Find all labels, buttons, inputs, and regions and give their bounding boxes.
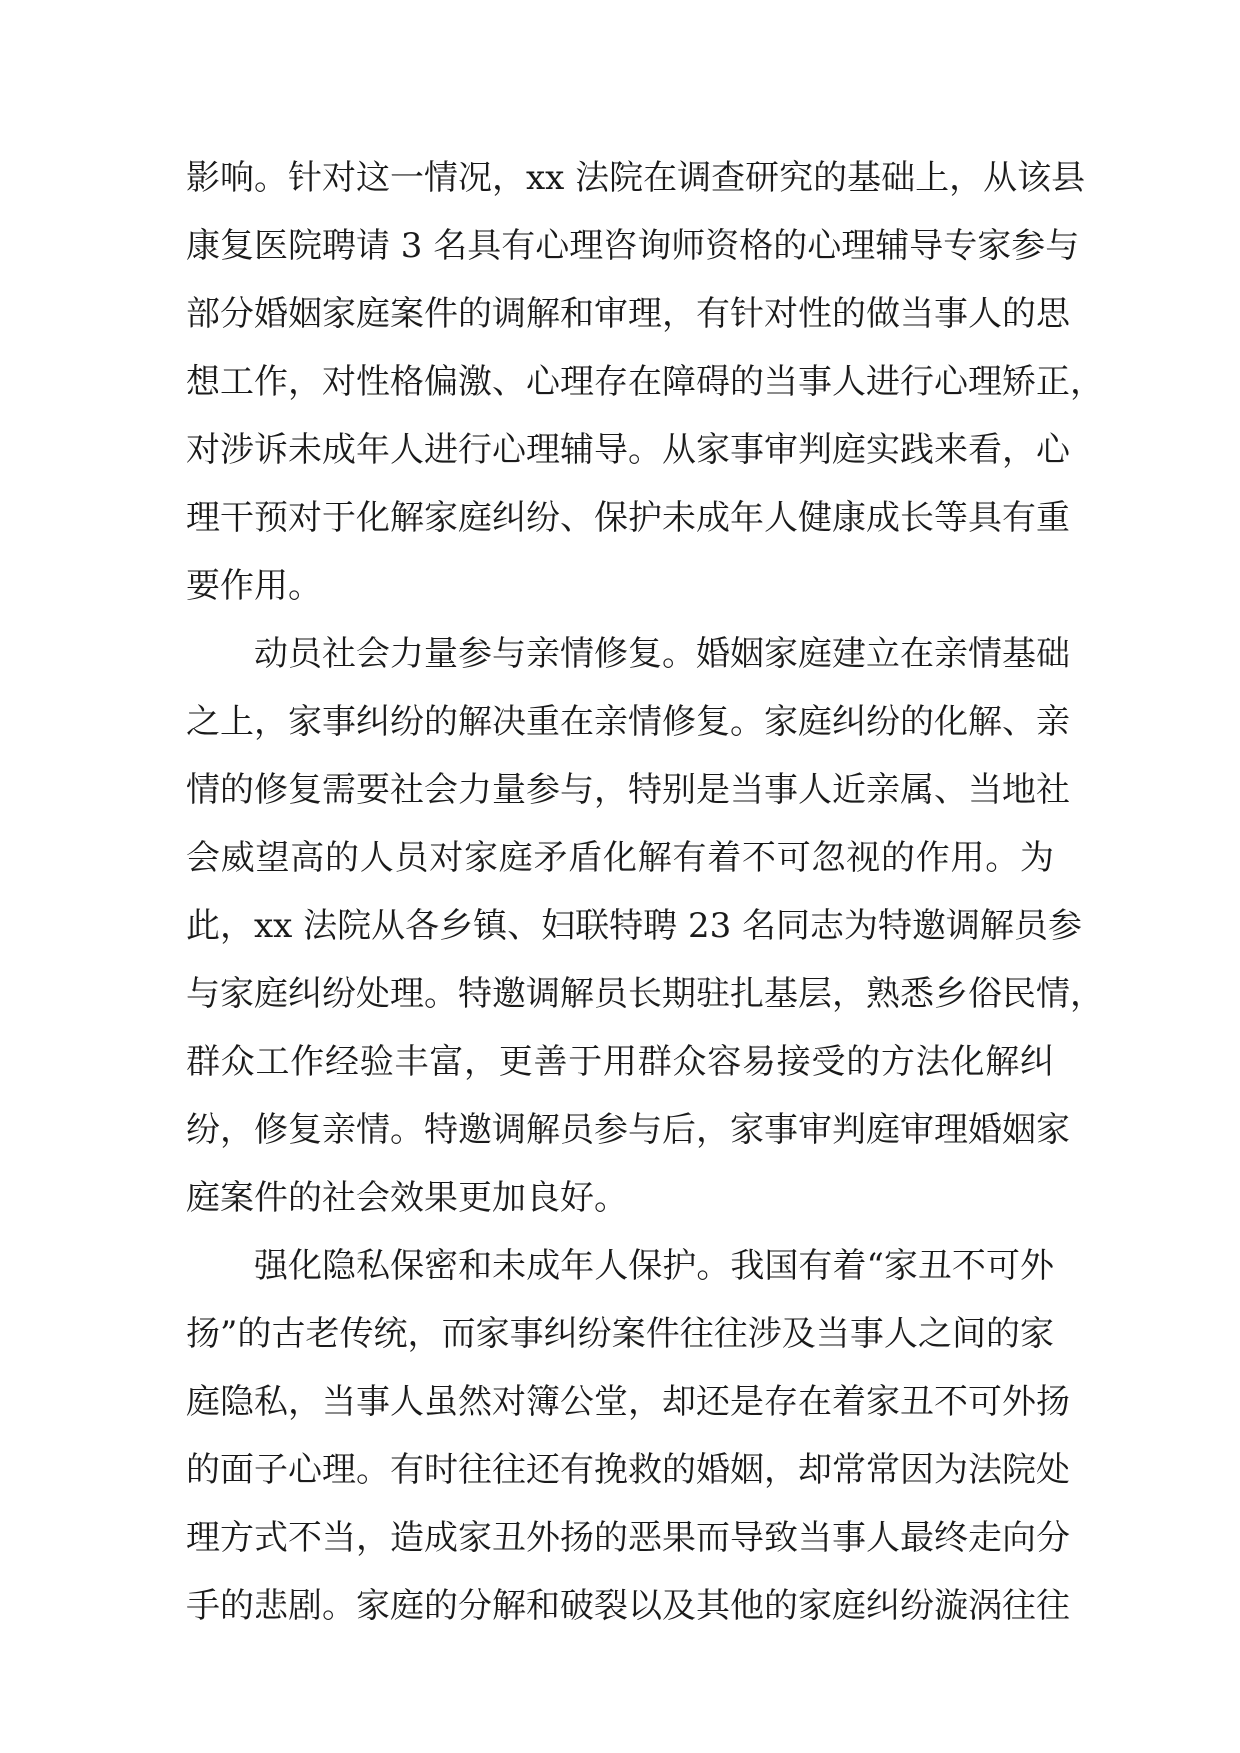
paragraph-3-line-4: 的面子心理。有时往往还有挽救的婚姻，却常常因为法院处 bbox=[186, 1450, 1070, 1490]
paragraph-2-line-1: 动员社会力量参与亲情修复。婚姻家庭建立在亲情基础 bbox=[254, 634, 1070, 674]
paragraph-1-line-1: 影响。针对这一情况，xx 法院在调查研究的基础上，从该县 bbox=[186, 158, 1086, 198]
body-text bbox=[186, 144, 1104, 1640]
paragraph-2-line-7: 群众工作经验丰富，更善于用群众容易接受的方法化解纠 bbox=[186, 1042, 1054, 1082]
paragraph-1-line-6: 理干预对于化解家庭纠纷、保护未成年人健康成长等具有重 bbox=[186, 498, 1070, 538]
paragraph-1-line-3: 部分婚姻家庭案件的调解和审理，有针对性的做当事人的思 bbox=[186, 294, 1070, 334]
paragraph-2-line-8: 纷，修复亲情。特邀调解员参与后，家事审判庭审理婚姻家 bbox=[186, 1110, 1070, 1150]
paragraph-1-line-5: 对涉诉未成年人进行心理辅导。从家事审判庭实践来看，心 bbox=[186, 430, 1070, 470]
paragraph-1-line-4: 想工作，对性格偏激、心理存在障碍的当事人进行心理矫正， bbox=[186, 362, 1104, 402]
paragraph-1-line-7: 要作用。 bbox=[186, 566, 322, 606]
paragraph-3-line-5: 理方式不当，造成家丑外扬的恶果而导致当事人最终走向分 bbox=[186, 1518, 1070, 1558]
paragraph-3-line-1: 强化隐私保密和未成年人保护。我国有着“家丑不可外 bbox=[254, 1246, 1054, 1286]
paragraph-2-line-6: 与家庭纠纷处理。特邀调解员长期驻扎基层，熟悉乡俗民情， bbox=[186, 974, 1104, 1014]
paragraph-3-line-2: 扬”的古老传统，而家事纠纷案件往往涉及当事人之间的家 bbox=[186, 1314, 1054, 1354]
paragraph-3-line-3: 庭隐私，当事人虽然对簿公堂，却还是存在着家丑不可外扬 bbox=[186, 1382, 1070, 1422]
paragraph-2-line-9: 庭案件的社会效果更加良好。 bbox=[186, 1178, 628, 1218]
paragraph-3-line-6: 手的悲剧。家庭的分解和破裂以及其他的家庭纠纷漩涡往往 bbox=[186, 1586, 1070, 1626]
paragraph-2-line-4: 会威望高的人员对家庭矛盾化解有着不可忽视的作用。为 bbox=[186, 838, 1054, 878]
paragraph-2-line-3: 情的修复需要社会力量参与，特别是当事人近亲属、当地社 bbox=[186, 770, 1070, 810]
paragraph-1-line-2: 康复医院聘请 3 名具有心理咨询师资格的心理辅导专家参与 bbox=[186, 226, 1080, 266]
paragraph-2-line-2: 之上，家事纠纷的解决重在亲情修复。家庭纠纷的化解、亲 bbox=[186, 702, 1070, 742]
paragraph-2-line-5: 此，xx 法院从各乡镇、妇联特聘 23 名同志为特邀调解员参 bbox=[186, 906, 1083, 946]
